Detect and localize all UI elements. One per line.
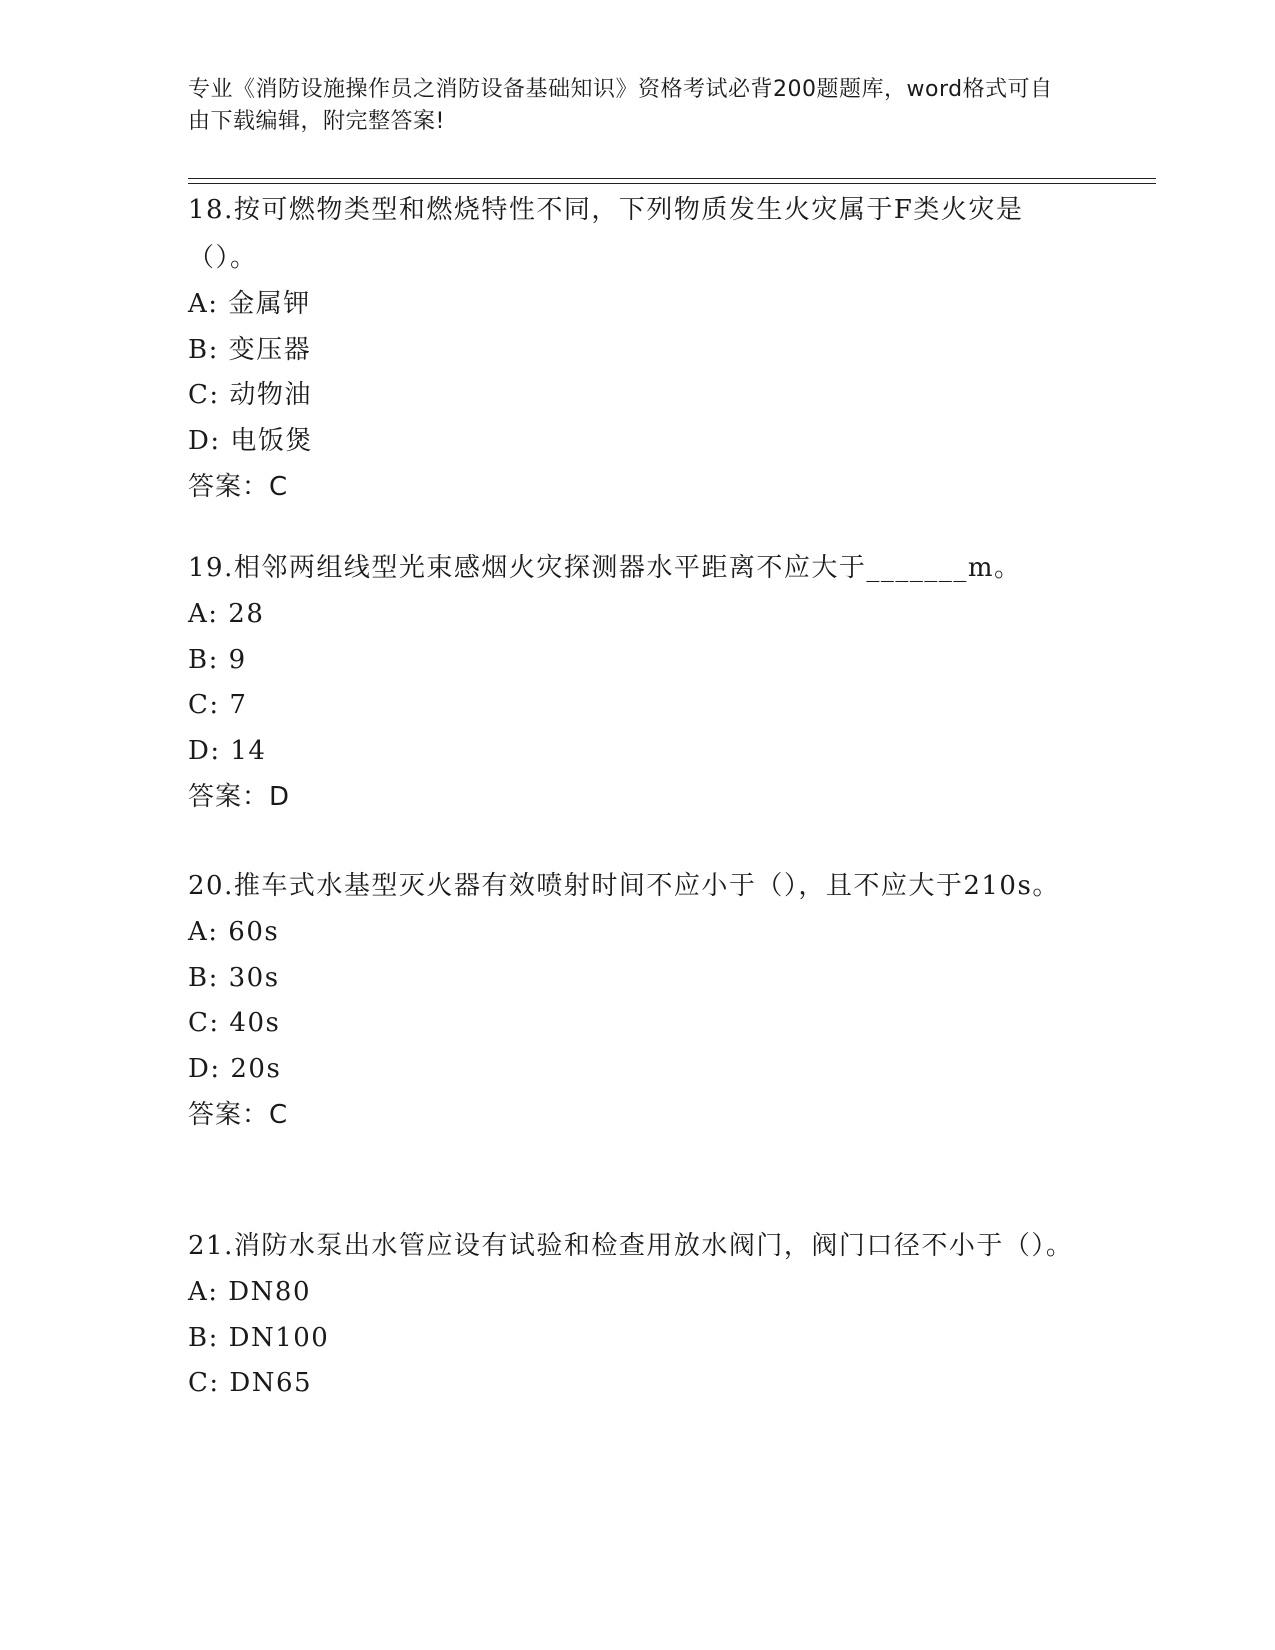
option-d: D: 电饭煲	[188, 425, 313, 456]
option-b: B: 变压器	[188, 334, 312, 365]
header-divider-bottom	[188, 183, 1156, 184]
option-c: C: 40s	[188, 1008, 281, 1038]
question-18	[188, 186, 1088, 510]
option-b: B: 30s	[188, 962, 280, 993]
question-stem: 19.相邻两组线型光束感烟火灾探测器水平距离不应大于_______m。	[188, 553, 1022, 583]
question-stem: 21.消防水泵出水管应设有试验和检查用放水阀门，阀门口径不小于（）。	[188, 1231, 1074, 1261]
question-19	[188, 544, 1088, 820]
question-stem: 18.按可燃物类型和燃烧特性不同，下列物质发生火灾属于F类火灾是（）。	[188, 195, 1024, 273]
option-c: C: 7	[188, 690, 248, 720]
question-stem: 20.推车式水基型灭火器有效喷射时间不应小于（），且不应大于210s。	[188, 871, 1060, 901]
header-divider-top	[188, 178, 1156, 179]
option-d: D: 20s	[188, 1053, 282, 1084]
answer: 答案：D	[188, 782, 291, 812]
option-d: D: 14	[188, 735, 267, 766]
answer: 答案：C	[188, 1100, 289, 1130]
option-a: A: 金属钾	[188, 289, 311, 319]
question-20	[188, 862, 1088, 1138]
option-b: B: DN100	[188, 1322, 330, 1353]
document-header: 专业《消防设施操作员之消防设备基础知识》资格考试必背200题题库，word格式可自由下载编辑，附完整答案!	[188, 77, 1053, 134]
question-21	[188, 1222, 1088, 1407]
option-b: B: 9	[188, 644, 247, 675]
option-c: C: 动物油	[188, 380, 312, 410]
answer: 答案：C	[188, 472, 289, 502]
option-a: A: 28	[188, 599, 265, 629]
option-c: C: DN65	[188, 1368, 313, 1398]
option-a: A: 60s	[188, 917, 280, 947]
option-a: A: DN80	[188, 1277, 311, 1307]
